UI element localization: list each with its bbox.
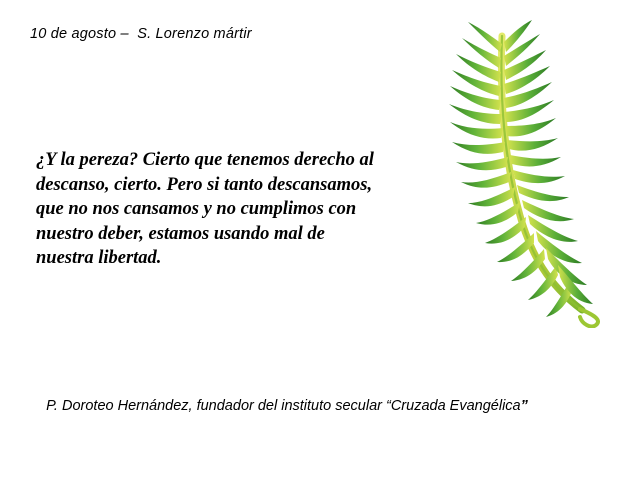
- palm-branch-icon: [430, 18, 620, 328]
- attribution-closing-quote: ”: [520, 398, 528, 414]
- palm-branch-illustration: [430, 18, 620, 328]
- attribution: [30, 382, 528, 430]
- quote-text: ¿Y la pereza? Cierto que tenemos derecho al descanso, cierto. Pero si tanto descansamos, que no nos cansamos y no cumplimos con nuestro deber, estamos usando mal de nuestra libertad.: [36, 150, 374, 269]
- attribution-text: P. Doroteo Hernández, fundador del instituto secular “Cruzada Evangélica: [46, 398, 521, 414]
- slide-header-date: 10 de agosto – S. Lorenzo mártir: [30, 26, 252, 42]
